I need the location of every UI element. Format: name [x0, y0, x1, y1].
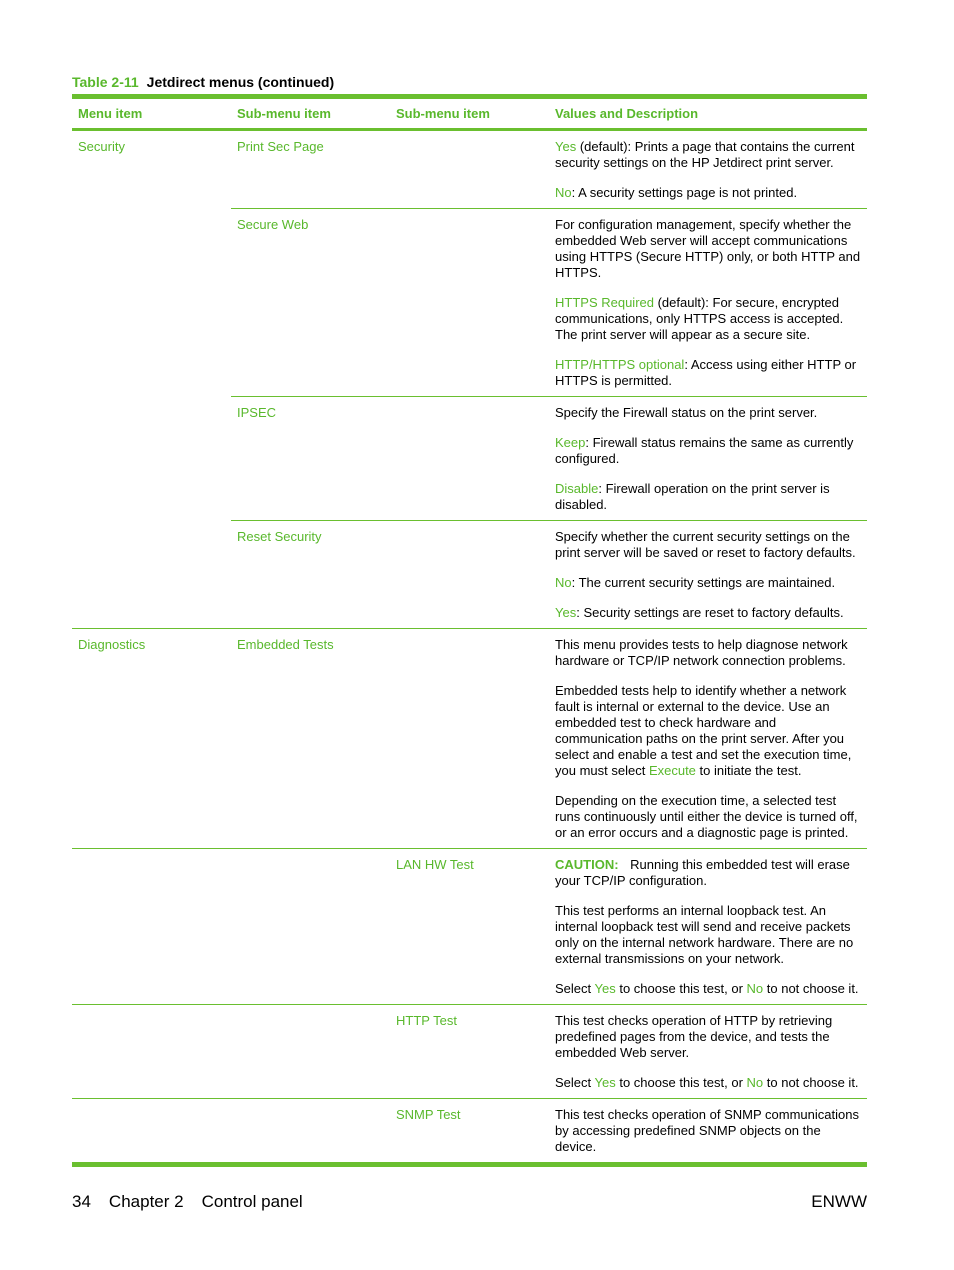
description-cell: [549, 1005, 867, 1098]
submenu-ipsec: IPSEC: [237, 405, 277, 420]
value-http-https-optional: HTTP/HTTPS optional: [555, 357, 685, 372]
table-row: [72, 131, 867, 208]
description-cell: [549, 629, 867, 848]
page-footer: [72, 1192, 867, 1212]
description-cell: [549, 1099, 867, 1162]
table-row: [72, 849, 867, 1004]
empty-cell: [390, 629, 549, 848]
description-text: to choose this test, or: [615, 981, 747, 996]
footer-right-label: ENWW: [811, 1192, 867, 1211]
value-disable: Disable: [555, 481, 599, 496]
caution-label: CAUTION:: [555, 857, 619, 872]
submenu-embedded-tests: Embedded Tests: [237, 637, 334, 652]
table-caption: [72, 74, 334, 90]
description-text: to initiate the test.: [695, 763, 802, 778]
header-menu-item: Menu item: [78, 106, 143, 121]
empty-cell: [72, 209, 231, 396]
description-text: (default): Prints a page that contains the current security settings on the HP Jetdirect print server.: [555, 139, 855, 170]
value-yes: Yes: [594, 1075, 616, 1090]
value-no: No: [746, 981, 764, 996]
empty-cell: [72, 1005, 231, 1098]
header-values-description: Values and Description: [555, 106, 699, 121]
empty-cell: [390, 397, 549, 520]
description-text: : The current security settings are maintained.: [571, 575, 836, 590]
description-text: : Firewall operation on the print server is disabled.: [555, 481, 830, 512]
table-header-row: [72, 99, 867, 128]
description-text: This test checks operation of HTTP by retrieving predefined pages from the device, and tests the embedded Web server.: [555, 1013, 833, 1060]
description-text: Select: [555, 981, 595, 996]
description-text: Specify whether the current security settings on the print server will be saved or reset to factory defaults.: [555, 529, 856, 560]
table-number: Table 2-11: [72, 74, 139, 90]
value-yes: Yes: [594, 981, 616, 996]
header-sub-menu-item-2: Sub-menu item: [396, 106, 490, 121]
description-text: This menu provides tests to help diagnose network hardware or TCP/IP network connection problems.: [555, 637, 848, 668]
value-keep: Keep: [555, 435, 586, 450]
description-text: : Security settings are reset to factory defaults.: [576, 605, 844, 620]
description-cell: [549, 131, 867, 208]
value-no: No: [555, 575, 572, 590]
submenu-secure-web: Secure Web: [237, 217, 309, 232]
empty-cell: [390, 209, 549, 396]
description-text: : A security settings page is not printed.: [571, 185, 798, 200]
table-row: [72, 1005, 867, 1098]
table-row: [72, 1099, 867, 1162]
empty-cell: [72, 849, 231, 1004]
menu-item-diagnostics: Diagnostics: [78, 637, 146, 652]
section-label: Control panel: [201, 1192, 303, 1211]
description-text: Depending on the execution time, a selected test runs continuously until either the device is turned off, or an error occurs and a diagnostic page is printed.: [555, 793, 858, 840]
submenu-lan-hw-test: LAN HW Test: [396, 857, 474, 872]
table-row: [72, 521, 867, 628]
description-cell: [549, 397, 867, 520]
empty-cell: [231, 1099, 390, 1162]
empty-cell: [72, 1099, 231, 1162]
table-title: Jetdirect menus (continued): [146, 74, 335, 90]
description-text: Select: [555, 1075, 595, 1090]
empty-cell: [72, 521, 231, 628]
table-row: [72, 209, 867, 396]
table-row: [72, 397, 867, 520]
empty-cell: [390, 131, 549, 208]
description-text: to not choose it.: [763, 981, 859, 996]
jetdirect-menus-table: [72, 94, 867, 1167]
submenu-http-test: HTTP Test: [396, 1013, 457, 1028]
value-no: No: [555, 185, 572, 200]
value-yes: Yes: [555, 139, 577, 154]
description-text: to choose this test, or: [615, 1075, 747, 1090]
description-text: : Firewall status remains the same as currently configured.: [555, 435, 854, 466]
chapter-label: Chapter 2: [108, 1192, 184, 1211]
description-text: This test performs an internal loopback test. An internal loopback test will send and receive packets only on the internal network hardware. There are no external transmissions on your network.: [555, 903, 854, 966]
description-cell: [549, 849, 867, 1004]
table-bottom-rule: [72, 1162, 867, 1167]
value-execute: Execute: [648, 763, 696, 778]
description-text: Embedded tests help to identify whether a network fault is internal or external to the device. Use an embedded test to check hardware and communication paths on the print server. After you select and enable a test and set the execution time, you must select: [555, 683, 852, 778]
caution-text: Running this embedded test will erase your TCP/IP configuration.: [555, 857, 850, 888]
empty-cell: [390, 521, 549, 628]
description-text: : Access using either HTTP or HTTPS is permitted.: [555, 357, 857, 388]
submenu-reset-security: Reset Security: [237, 529, 322, 544]
empty-cell: [231, 1005, 390, 1098]
table-row: [72, 629, 867, 848]
value-yes: Yes: [555, 605, 577, 620]
description-text: to not choose it.: [763, 1075, 859, 1090]
description-text: Specify the Firewall status on the print server.: [555, 405, 818, 420]
value-no: No: [746, 1075, 764, 1090]
empty-cell: [231, 849, 390, 1004]
description-cell: [549, 521, 867, 628]
submenu-snmp-test: SNMP Test: [396, 1107, 461, 1122]
menu-item-security: Security: [78, 139, 125, 154]
description-text: (default): For secure, encrypted communications, only HTTPS access is accepted. The print server will appear as a secure site.: [555, 295, 844, 342]
empty-cell: [72, 397, 231, 520]
submenu-print-sec-page: Print Sec Page: [237, 139, 324, 154]
value-https-required: HTTPS Required: [555, 295, 654, 310]
description-text: For configuration management, specify whether the embedded Web server will accept communications using HTTPS (Secure HTTP) only, or both HTTP and HTTPS.: [555, 217, 861, 280]
header-sub-menu-item-1: Sub-menu item: [237, 106, 331, 121]
description-text: This test checks operation of SNMP communications by accessing predefined SNMP objects on the device.: [555, 1107, 859, 1154]
page-number: 34: [72, 1192, 91, 1211]
description-cell: [549, 209, 867, 396]
